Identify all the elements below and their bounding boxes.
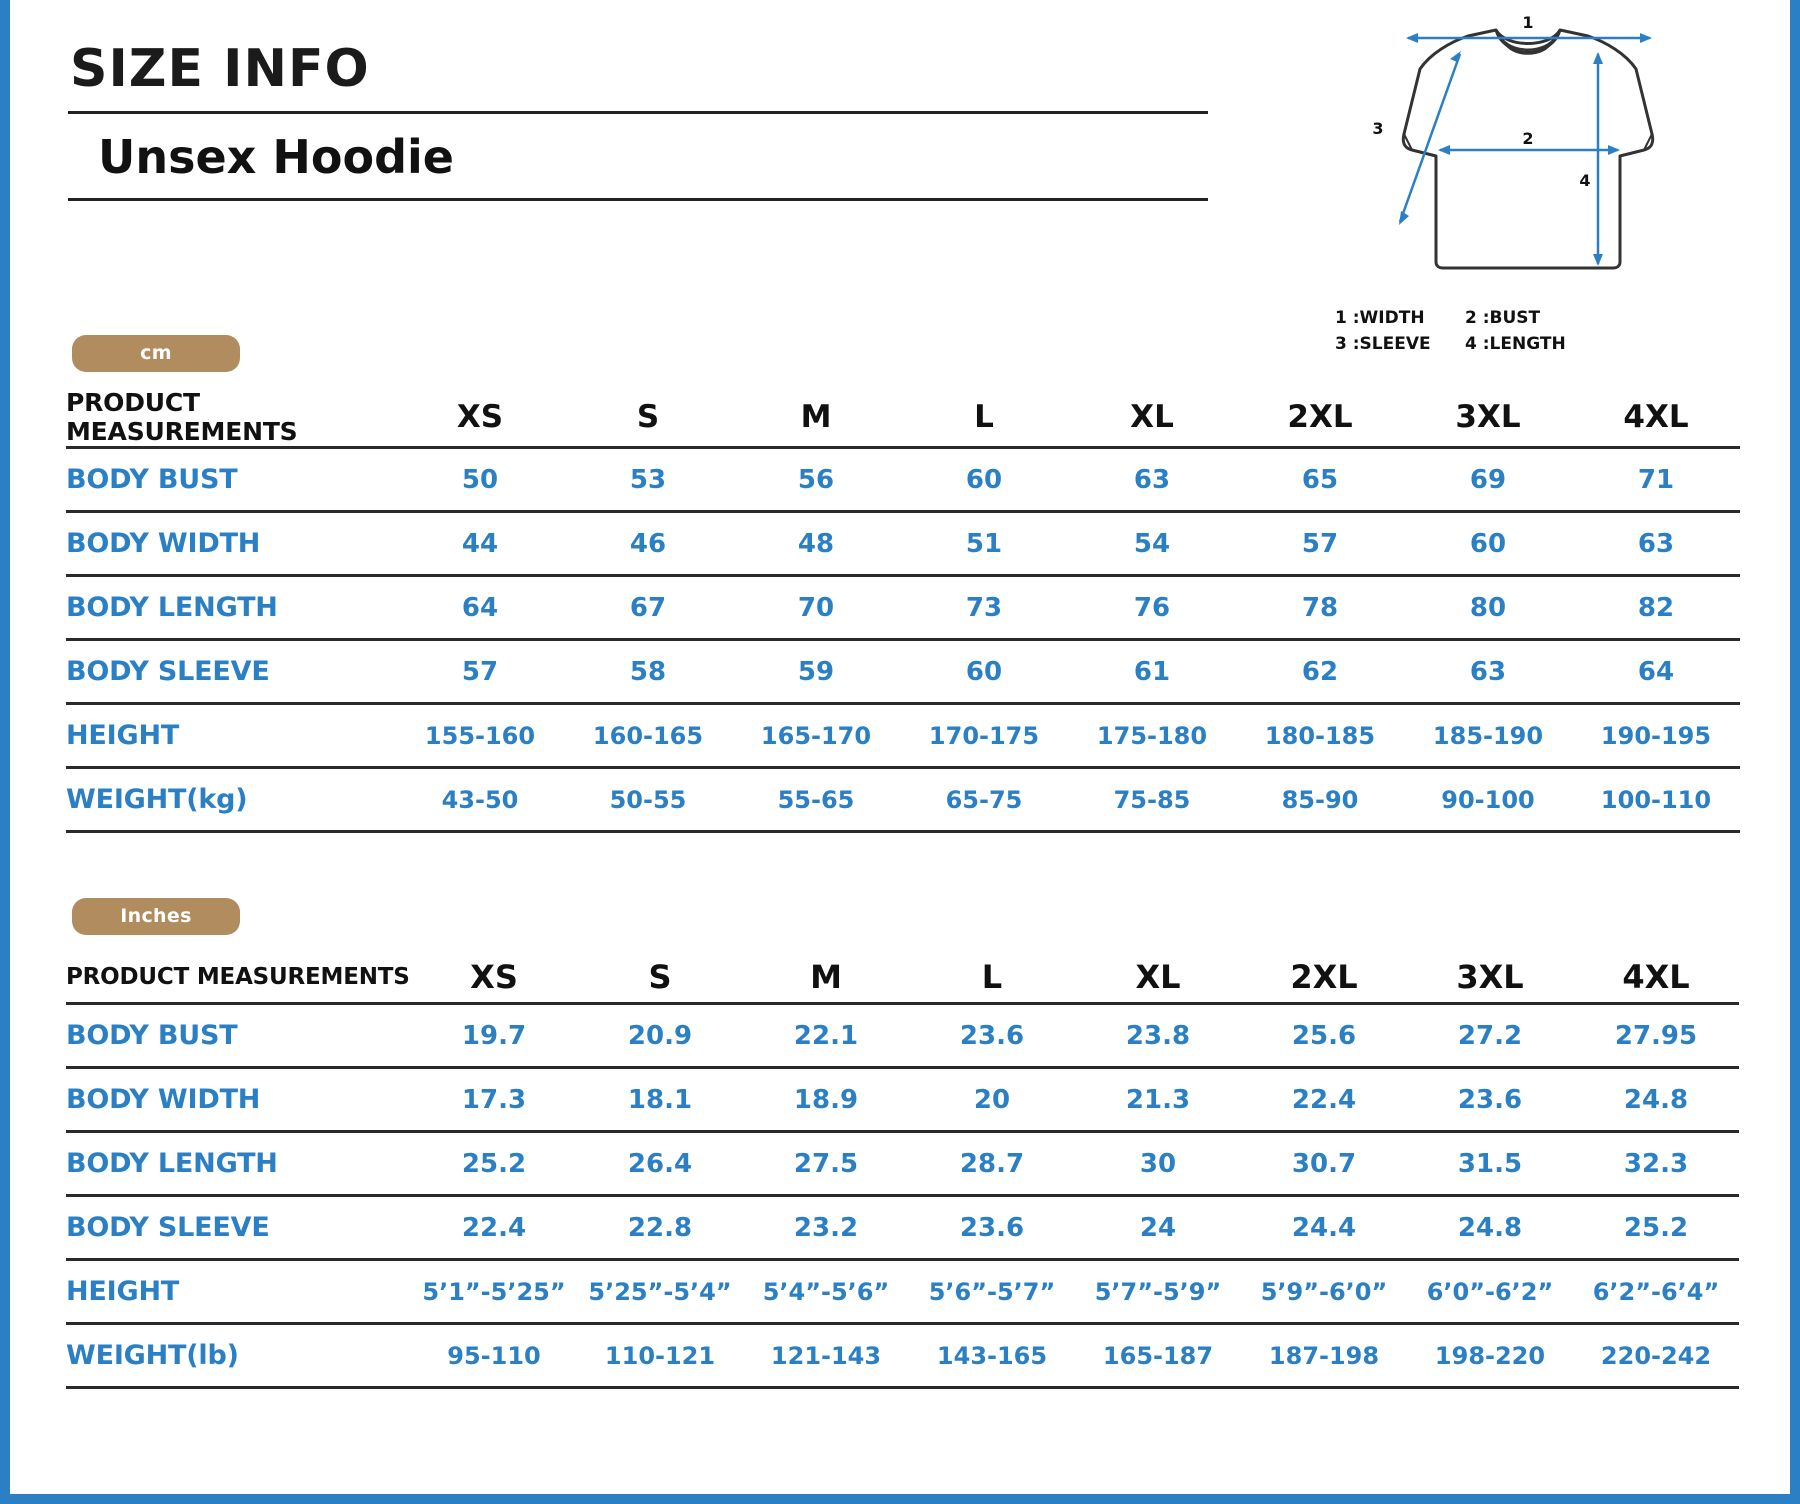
cell-bust-2xl: 65: [1236, 448, 1404, 512]
cell-sleeve-xl: 61: [1068, 640, 1236, 704]
column-header-s: S: [564, 388, 732, 448]
product-name: Unsex Hoodie: [98, 129, 454, 184]
diagram-label-sleeve: 3: [1372, 119, 1384, 138]
cell-weight-m-in: 121-143: [743, 1324, 909, 1388]
cell-width-xl-in: 21.3: [1075, 1068, 1241, 1132]
table-row: [66, 1004, 1739, 1068]
column-header-l: L: [900, 388, 1068, 448]
cell-length-xs: 64: [396, 576, 564, 640]
cell-weight-3xl: 90-100: [1404, 768, 1572, 832]
table-row: [66, 640, 1740, 704]
legend-bust: 2 :BUST: [1465, 308, 1541, 328]
cell-length-xl: 76: [1068, 576, 1236, 640]
table-row: [66, 1132, 1739, 1196]
cell-bust-l-in: 23.6: [909, 1004, 1075, 1068]
cell-sleeve-3xl-in: 24.8: [1407, 1196, 1573, 1260]
subtitle-divider: [68, 198, 1208, 201]
cell-bust-m-in: 22.1: [743, 1004, 909, 1068]
cell-height-4xl-in: 6’2”-6’4”: [1573, 1260, 1739, 1324]
cell-height-s-in: 5’25”-5’4”: [577, 1260, 743, 1324]
cell-width-m: 48: [732, 512, 900, 576]
column-header-4xl-in: 4XL: [1573, 952, 1739, 1004]
cell-width-2xl: 57: [1236, 512, 1404, 576]
header-block: [68, 39, 1208, 201]
column-header-3xl-in: 3XL: [1407, 952, 1573, 1004]
row-label-body-bust: BODY BUST: [66, 448, 396, 512]
cell-bust-4xl: 71: [1572, 448, 1740, 512]
cell-height-xl: 175-180: [1068, 704, 1236, 768]
size-table-inches: [66, 952, 1739, 1389]
column-header-xs-in: XS: [411, 952, 577, 1004]
cell-height-m: 165-170: [732, 704, 900, 768]
cell-sleeve-l-in: 23.6: [909, 1196, 1075, 1260]
cell-weight-xl-in: 165-187: [1075, 1324, 1241, 1388]
table-row: [66, 768, 1740, 832]
cell-bust-4xl-in: 27.95: [1573, 1004, 1739, 1068]
cell-width-xs-in: 17.3: [411, 1068, 577, 1132]
column-header-xl-in: XL: [1075, 952, 1241, 1004]
cell-weight-xs-in: 95-110: [411, 1324, 577, 1388]
legend-width: 1 :WIDTH: [1335, 308, 1425, 328]
cell-width-l: 51: [900, 512, 1068, 576]
cell-sleeve-4xl-in: 25.2: [1573, 1196, 1739, 1260]
cell-weight-xs: 43-50: [396, 768, 564, 832]
hoodie-illustration-svg: [1300, 14, 1660, 294]
cell-length-xs-in: 25.2: [411, 1132, 577, 1196]
cell-width-4xl: 63: [1572, 512, 1740, 576]
cell-height-xs-in: 5’1”-5’25”: [411, 1260, 577, 1324]
legend-row: [1335, 331, 1695, 357]
cell-width-m-in: 18.9: [743, 1068, 909, 1132]
cell-width-xs: 44: [396, 512, 564, 576]
cell-length-4xl-in: 32.3: [1573, 1132, 1739, 1196]
row-label-body-width: BODY WIDTH: [66, 512, 396, 576]
cell-height-xl-in: 5’7”-5’9”: [1075, 1260, 1241, 1324]
cell-width-l-in: 20: [909, 1068, 1075, 1132]
unit-badge-cm: cm: [72, 335, 240, 372]
cell-bust-3xl-in: 27.2: [1407, 1004, 1573, 1068]
cell-sleeve-4xl: 64: [1572, 640, 1740, 704]
row-label-weight-in: WEIGHT(lb): [66, 1324, 411, 1388]
column-header-m-in: M: [743, 952, 909, 1004]
cell-sleeve-xl-in: 24: [1075, 1196, 1241, 1260]
cell-sleeve-s: 58: [564, 640, 732, 704]
row-label-body-length: BODY LENGTH: [66, 576, 396, 640]
table-row: [66, 448, 1740, 512]
cell-length-3xl-in: 31.5: [1407, 1132, 1573, 1196]
cell-height-xs: 155-160: [396, 704, 564, 768]
cell-length-l-in: 28.7: [909, 1132, 1075, 1196]
unit-badge-inches: Inches: [72, 898, 240, 935]
cell-weight-s-in: 110-121: [577, 1324, 743, 1388]
cell-bust-xs: 50: [396, 448, 564, 512]
cell-height-4xl: 190-195: [1572, 704, 1740, 768]
table-row: [66, 704, 1740, 768]
cell-width-2xl-in: 22.4: [1241, 1068, 1407, 1132]
row-label-body-sleeve: BODY SLEEVE: [66, 640, 396, 704]
cell-weight-3xl-in: 198-220: [1407, 1324, 1573, 1388]
cell-length-m-in: 27.5: [743, 1132, 909, 1196]
cell-bust-s: 53: [564, 448, 732, 512]
cell-length-2xl: 78: [1236, 576, 1404, 640]
diagram-label-length: 4: [1579, 171, 1591, 190]
cell-bust-m: 56: [732, 448, 900, 512]
cell-bust-s-in: 20.9: [577, 1004, 743, 1068]
cell-bust-xl-in: 23.8: [1075, 1004, 1241, 1068]
column-header-4xl: 4XL: [1572, 388, 1740, 448]
cell-weight-l: 65-75: [900, 768, 1068, 832]
table-header-row: [66, 388, 1740, 448]
cell-length-m: 70: [732, 576, 900, 640]
column-header-xs: XS: [396, 388, 564, 448]
cell-height-m-in: 5’4”-5’6”: [743, 1260, 909, 1324]
legend-sleeve: 3 :SLEEVE: [1335, 334, 1431, 355]
table-row: [66, 1260, 1739, 1324]
cell-weight-4xl: 100-110: [1572, 768, 1740, 832]
cell-length-s-in: 26.4: [577, 1132, 743, 1196]
table-row: [66, 1196, 1739, 1260]
cell-width-s-in: 18.1: [577, 1068, 743, 1132]
cell-height-s: 160-165: [564, 704, 732, 768]
cell-height-l-in: 5’6”-5’7”: [909, 1260, 1075, 1324]
row-label-body-length-in: BODY LENGTH: [66, 1132, 411, 1196]
cell-weight-2xl: 85-90: [1236, 768, 1404, 832]
table-header-row: [66, 952, 1739, 1004]
cell-width-3xl-in: 23.6: [1407, 1068, 1573, 1132]
column-header-2xl: 2XL: [1236, 388, 1404, 448]
cell-weight-2xl-in: 187-198: [1241, 1324, 1407, 1388]
garment-diagram: [1300, 14, 1660, 294]
cell-bust-l: 60: [900, 448, 1068, 512]
cell-height-3xl: 185-190: [1404, 704, 1572, 768]
title-divider: [68, 111, 1208, 114]
row-label-body-bust-in: BODY BUST: [66, 1004, 411, 1068]
cell-sleeve-3xl: 63: [1404, 640, 1572, 704]
row-label-weight: WEIGHT(kg): [66, 768, 396, 832]
cell-bust-2xl-in: 25.6: [1241, 1004, 1407, 1068]
cell-sleeve-m: 59: [732, 640, 900, 704]
cell-bust-xl: 63: [1068, 448, 1236, 512]
column-header-l-in: L: [909, 952, 1075, 1004]
cell-width-4xl-in: 24.8: [1573, 1068, 1739, 1132]
cell-height-2xl: 180-185: [1236, 704, 1404, 768]
cell-weight-l-in: 143-165: [909, 1324, 1075, 1388]
column-header-s-in: S: [577, 952, 743, 1004]
cell-sleeve-2xl: 62: [1236, 640, 1404, 704]
row-label-height-in: HEIGHT: [66, 1260, 411, 1324]
row-label-height: HEIGHT: [66, 704, 396, 768]
cell-weight-m: 55-65: [732, 768, 900, 832]
diagram-legend: [1335, 305, 1695, 358]
cell-width-s: 46: [564, 512, 732, 576]
table-row: [66, 1068, 1739, 1132]
cell-length-4xl: 82: [1572, 576, 1740, 640]
column-header-measurements-in: PRODUCT MEASUREMENTS: [66, 952, 411, 1004]
cell-length-3xl: 80: [1404, 576, 1572, 640]
cell-height-2xl-in: 5’9”-6’0”: [1241, 1260, 1407, 1324]
diagram-label-bust: 2: [1522, 129, 1534, 148]
row-label-body-width-in: BODY WIDTH: [66, 1068, 411, 1132]
cell-sleeve-l: 60: [900, 640, 1068, 704]
column-header-2xl-in: 2XL: [1241, 952, 1407, 1004]
cell-sleeve-m-in: 23.2: [743, 1196, 909, 1260]
column-header-3xl: 3XL: [1404, 388, 1572, 448]
cell-width-3xl: 60: [1404, 512, 1572, 576]
cell-height-3xl-in: 6’0”-6’2”: [1407, 1260, 1573, 1324]
diagram-label-width: 1: [1522, 14, 1534, 32]
cell-bust-3xl: 69: [1404, 448, 1572, 512]
row-label-body-sleeve-in: BODY SLEEVE: [66, 1196, 411, 1260]
cell-length-s: 67: [564, 576, 732, 640]
cell-weight-s: 50-55: [564, 768, 732, 832]
cell-weight-4xl-in: 220-242: [1573, 1324, 1739, 1388]
cell-sleeve-s-in: 22.8: [577, 1196, 743, 1260]
size-chart-content: [10, 0, 1800, 1504]
cell-length-l: 73: [900, 576, 1068, 640]
legend-length: 4 :LENGTH: [1465, 334, 1566, 355]
legend-row: [1335, 305, 1695, 331]
cell-length-2xl-in: 30.7: [1241, 1132, 1407, 1196]
cell-sleeve-2xl-in: 24.4: [1241, 1196, 1407, 1260]
table-row: [66, 512, 1740, 576]
column-header-xl: XL: [1068, 388, 1236, 448]
cell-sleeve-xs-in: 22.4: [411, 1196, 577, 1260]
cell-width-xl: 54: [1068, 512, 1236, 576]
page-title: SIZE INFO: [70, 39, 370, 99]
cell-height-l: 170-175: [900, 704, 1068, 768]
column-header-measurements: PRODUCT MEASUREMENTS: [66, 388, 396, 448]
column-header-m: M: [732, 388, 900, 448]
table-row: [66, 1324, 1739, 1388]
size-table-cm: [66, 388, 1740, 833]
cell-length-xl-in: 30: [1075, 1132, 1241, 1196]
cell-bust-xs-in: 19.7: [411, 1004, 577, 1068]
cell-weight-xl: 75-85: [1068, 768, 1236, 832]
table-row: [66, 576, 1740, 640]
cell-sleeve-xs: 57: [396, 640, 564, 704]
